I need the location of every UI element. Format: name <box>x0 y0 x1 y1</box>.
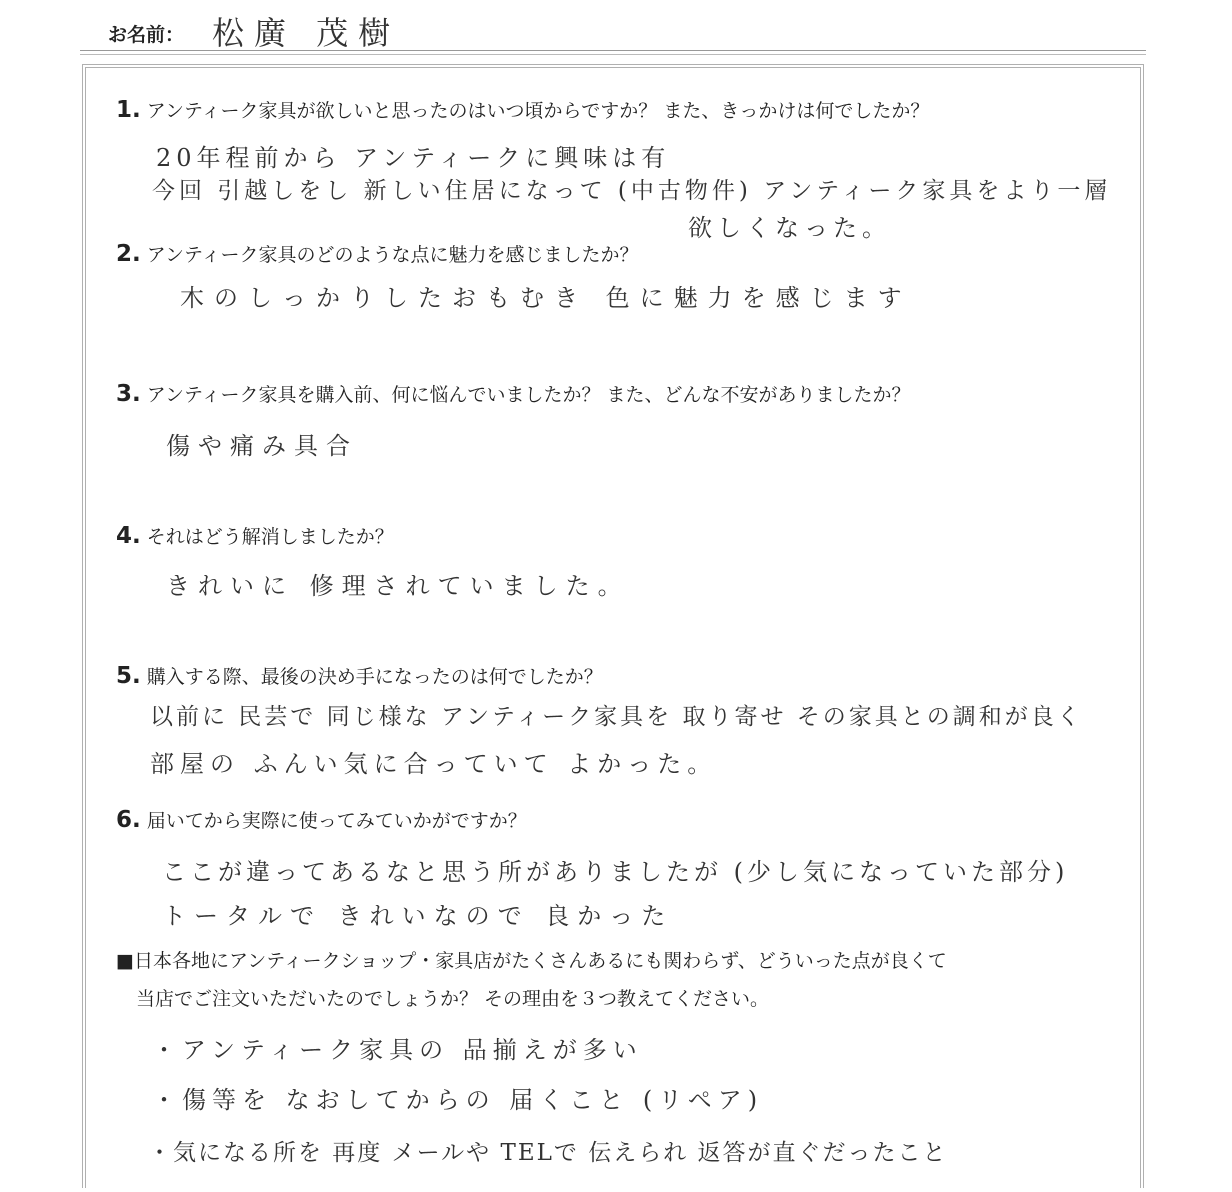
answer-6-line-1: ここが違ってあるなと思う所がありましたが (少し気になっていた部分) <box>162 858 1069 886</box>
answer-5-line-1: 以前に 民芸で 同じ様な アンティーク家具を 取り寄せ その家具との調和が良く <box>150 704 1083 730</box>
answer-4-line-1: きれいに 修理されていました。 <box>166 572 630 600</box>
answer-1-line-1: 20年程前から アンティークに興味は有 <box>156 144 671 172</box>
answer-2-line-1: 木のしっかりしたおもむき 色に魅力を感じます <box>180 284 912 312</box>
questionnaire-frame <box>82 64 1144 1188</box>
question-text: アンティーク家具を購入前、何に悩んでいましたか？ また、どんな不安がありましたか？ <box>146 384 911 406</box>
question-2 <box>116 240 638 267</box>
question-text: 届いてから実際に使ってみていかがですか？ <box>146 810 527 832</box>
answer-5-line-2: 部屋の ふんい気に合っていて よかった。 <box>150 750 718 778</box>
reason-1: ・アンティーク家具の 品揃えが多い <box>152 1036 643 1064</box>
name-handwritten: 松廣 茂樹 <box>212 14 401 52</box>
question-6 <box>116 806 527 833</box>
question-number: 4. <box>116 523 141 549</box>
shop-question-line-2: 当店でご注文いただいたのでしょうか？ その理由を３つ教えてください。 <box>136 988 770 1010</box>
answer-1-line-2: 今回 引越しをし 新しい住居になって (中古物件) アンティーク家具をより一層 <box>152 178 1112 204</box>
question-1 <box>116 96 929 123</box>
name-label: お名前： <box>108 24 185 46</box>
question-3 <box>116 380 911 407</box>
answer-1-line-3: 欲しくなった。 <box>688 214 891 242</box>
question-4 <box>116 522 394 549</box>
question-text: 購入する際、最後の決め手になったのは何でしたか？ <box>146 666 603 688</box>
reason-2: ・傷等を なおしてからの 届くこと (リペア) <box>152 1086 764 1114</box>
question-text: それはどう解消しましたか？ <box>146 526 394 548</box>
reason-3: ・気になる所を 再度 メールや TELで 伝えられ 返答が直ぐだったこと <box>148 1140 948 1166</box>
question-number: 6. <box>116 807 141 833</box>
question-number: 3. <box>116 381 141 407</box>
question-number: 1. <box>116 97 141 123</box>
question-text: アンティーク家具が欲しいと思ったのはいつ頃からですか？ また、きっかけは何でしたか？ <box>146 100 930 122</box>
answer-3-line-1: 傷や痛み具合 <box>166 432 358 460</box>
header-divider <box>80 50 1146 55</box>
question-5 <box>116 662 603 689</box>
shop-question-line-1: ■日本各地にアンティークショップ・家具店がたくさんあるにも関わらず、どういった点が良くて <box>116 950 947 972</box>
question-text: アンティーク家具のどのような点に魅力を感じましたか？ <box>146 244 639 266</box>
question-number: 2. <box>116 241 141 267</box>
question-number: 5. <box>116 663 141 689</box>
answer-6-line-2: トータルで きれいなので 良かった <box>162 902 674 930</box>
